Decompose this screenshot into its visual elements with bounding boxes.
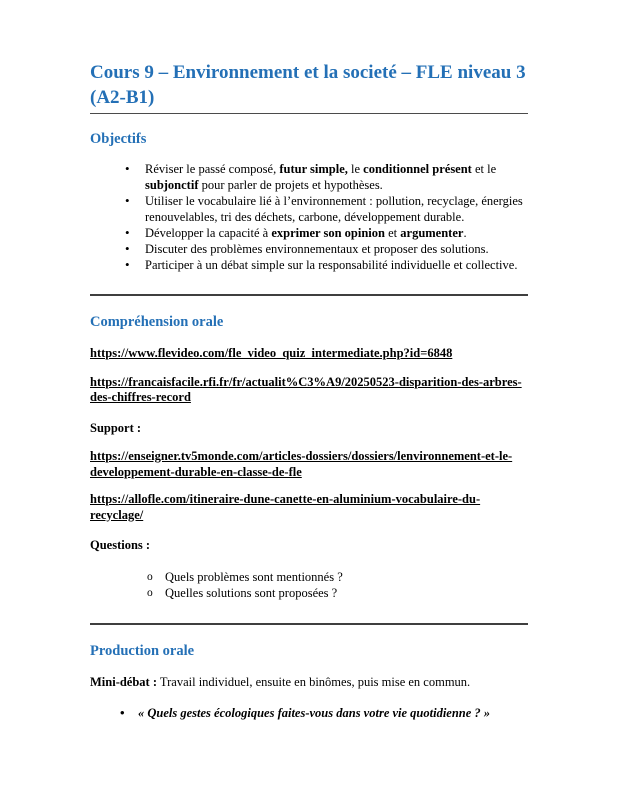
support-label: Support : bbox=[90, 420, 142, 435]
document-title bbox=[90, 60, 528, 114]
section-divider-1 bbox=[90, 294, 528, 296]
objective-item-1: • Réviser le passé composé, futur simple, le conditionnel présent et le subjonctif pour parler de projets et hypothèses. bbox=[90, 161, 528, 193]
heading-production-orale: Production orale bbox=[90, 642, 195, 659]
objectives-list bbox=[90, 161, 528, 273]
heading-objectifs: Objectifs bbox=[90, 131, 147, 147]
questions-label: Questions : bbox=[90, 538, 151, 552]
questions-list bbox=[90, 569, 528, 601]
debate-question-item: • « Quels gestes écologiques faites-vous dans votre vie quotidienne ? » bbox=[90, 705, 528, 721]
link-flevideo[interactable]: https://www.flevideo.com/fle_video_quiz_intermediate.php?id=6848 bbox=[90, 346, 453, 360]
link-paragraph-allofle bbox=[90, 492, 528, 523]
link-paragraph-flevideo bbox=[90, 346, 528, 362]
question-item-2: o Quelles solutions sont proposées ? bbox=[90, 585, 528, 601]
minidebat-text: Travail individuel, ensuite en binômes, puis mise en commun. bbox=[157, 674, 471, 689]
link-allofle[interactable]: https://allofle.com/itineraire-dune-canette-en-aluminium-vocabulaire-du-recyclage/ bbox=[90, 492, 481, 522]
objective-item-3: • Développer la capacité à exprimer son opinion et argumenter. bbox=[90, 225, 528, 241]
debate-question-list bbox=[90, 705, 528, 721]
objective-item-4: • Discuter des problèmes environnementaux et proposer des solutions. bbox=[90, 241, 528, 257]
heading-comprehension-orale: Compréhension orale bbox=[90, 314, 224, 330]
minidebat-paragraph bbox=[90, 675, 528, 691]
minidebat-label: Mini-débat : bbox=[90, 674, 158, 689]
document-title-line-2: (A2-B1) bbox=[90, 87, 155, 108]
objective-item-2: • Utiliser le vocabulaire lié à l’environnement : pollution, recyclage, énergies renouvelables, tri des déchets, carbone, développement durable. bbox=[90, 193, 528, 225]
link-tv5monde[interactable]: https://enseigner.tv5monde.com/articles-dossiers/dossiers/lenvironnement-et-le-developpement-durable-en-classe-de-fle bbox=[90, 449, 513, 479]
question-item-1: o Quels problèmes sont mentionnés ? bbox=[90, 569, 528, 585]
link-paragraph-tv5monde bbox=[90, 449, 528, 480]
objective-item-5: • Participer à un débat simple sur la responsabilité individuelle et collective. bbox=[90, 257, 528, 273]
link-paragraph-rfi bbox=[90, 375, 528, 406]
document-title-line-1: Cours 9 – Environnement et la societé – FLE niveau 3 bbox=[90, 62, 526, 83]
section-divider-2 bbox=[90, 623, 528, 625]
link-francaisfacile-rfi[interactable]: https://francaisfacile.rfi.fr/fr/actualit%C3%A9/20250523-disparition-des-arbres-des-chiffres-record bbox=[90, 374, 522, 404]
